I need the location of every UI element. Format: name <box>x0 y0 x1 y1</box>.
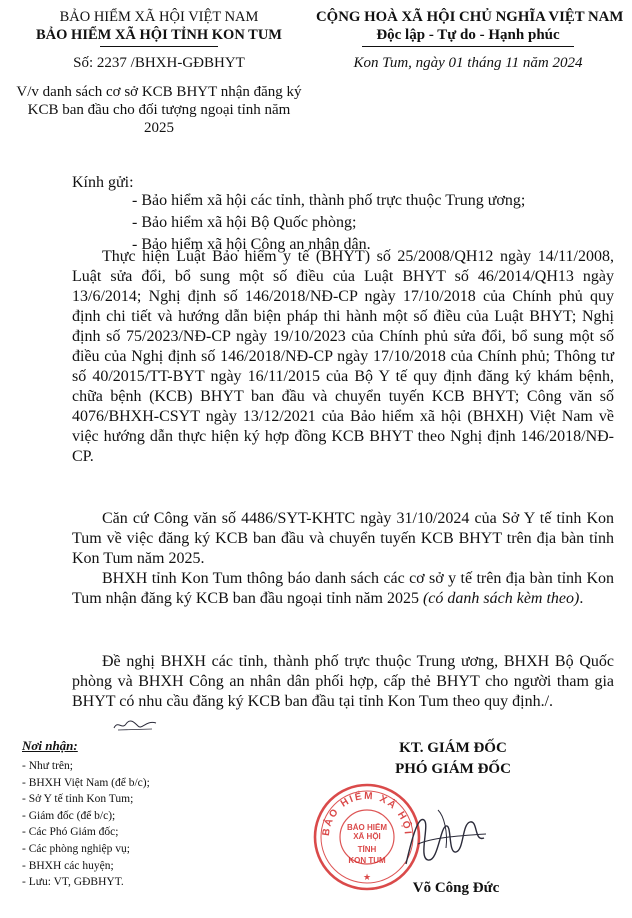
paragraph-text: Đề nghị BHXH các tỉnh, thành phố trực thuộc Trung ương, BHXH Bộ Quốc phòng và BHXH Công an nhân dân phối hợp, cấp thẻ BHYT cho người tham gia BHYT có nhu cầu đăng ký KCB ban đầu tại tỉnh Kon Tum theo quy định./. <box>72 653 614 710</box>
paragraph-text: BHXH tỉnh Kon Tum thông báo danh sách các cơ sở y tế trên địa bàn tỉnh Kon Tum nhận đăng ký KCB ban đầu ngoại tỉnh năm 2025 <box>72 570 614 607</box>
place-date: Kon Tum, ngày 01 tháng 11 năm 2024 <box>353 55 583 71</box>
recipient-item: - Bảo hiểm xã hội các tỉnh, thành phố trực thuộc Trung ương; <box>132 192 526 209</box>
signer-title: PHÓ GIÁM ĐỐC <box>395 761 511 777</box>
agency-sub-name: BẢO HIỂM XÃ HỘI TỈNH KON TUM <box>36 27 282 43</box>
header-nation <box>316 8 624 73</box>
receiver-item: - BHXH Việt Nam (để b/c); <box>22 776 150 789</box>
signer-name: Võ Công Đức <box>412 880 500 896</box>
header-issuer <box>14 8 304 137</box>
paragraph-reference <box>72 509 614 569</box>
paragraph-text: Căn cứ Công văn số 4486/SYT-KHTC ngày 31/10/2024 của Sở Y tế tỉnh Kon Tum về việc đăng ký KCB ban đầu và chuyển tuyến KCB BHYT trên địa bàn tỉnh Kon Tum năm 2025. <box>72 510 614 567</box>
paragraph-text: Thực hiện Luật Bảo hiểm y tế (BHYT) số 25/2008/QH12 ngày 14/11/2008, Luật sửa đổi, bổ sung một số điều của Luật BHYT số 46/2014/QH13 ngày 13/6/2014; Nghị định số 146/2018/NĐ-CP ngày 17/10/2018 của Chính phủ quy định chi tiết và hướng dẫn biện pháp thi hành một số điều của Luật BHYT; Nghị định số 75/2023/NĐ-CP ngày 19/10/2023 của Chính phủ sửa đổi, bổ sung một số điều của Nghị định số 146/2018/NĐ-CP ngày 17/10/2018 của Chính phủ; Thông tư số 40/2015/TT-BYT ngày 16/11/2015 của Bộ Y tế quy định đăng ký khám bệnh, chữa bệnh (KCB) BHYT ban đầu và chuyển tuyến KCB BHYT; Công văn số 4076/BHXH-CSYT ngày 13/12/2021 của Bảo hiểm xã hội (BHXH) Việt Nam về việc hướng dẫn thực hiện ký hợp đồng KCB BHYT theo Nghị định 146/2018/NĐ-CP. <box>72 248 614 465</box>
receiver-item: - Các phòng nghiệp vụ; <box>22 842 130 855</box>
nation-title: CỘNG HOÀ XÃ HỘI CHỦ NGHĨA VIỆT NAM <box>316 9 624 25</box>
paragraph-end: . <box>579 590 584 607</box>
seal-center-line: KON TUM <box>348 856 386 865</box>
receiver-item: - Như trên; <box>22 760 73 772</box>
seal-ring-text: BẢO HIỂM XÃ HỘI <box>320 790 414 837</box>
signature-block <box>330 738 576 780</box>
svg-text:★: ★ <box>362 872 372 882</box>
receiver-item: - Các Phó Giám đốc; <box>22 826 119 839</box>
handwritten-signature <box>388 798 498 878</box>
receiver-item: - Lưu: VT, GĐBHYT. <box>22 876 124 889</box>
header-rule-left <box>100 46 218 47</box>
document-subject: V/v danh sách cơ sở KCB BHYT nhận đăng ký KCB ban đầu cho đối tượng ngoại tỉnh năm 2025 <box>16 84 302 136</box>
recipient-item: - Bảo hiểm xã hội Bộ Quốc phòng; <box>132 214 357 231</box>
receivers-title: Nơi nhận: <box>22 738 78 753</box>
receiver-item: - Giám đốc (để b/c); <box>22 809 116 822</box>
paragraph-request <box>72 652 614 712</box>
attachment-note: (có danh sách kèm theo) <box>422 590 580 607</box>
receiver-item: - BHXH các huyện; <box>22 859 114 872</box>
header-rule-right <box>362 46 574 47</box>
receivers-title-text: Nơi nhận <box>22 738 74 753</box>
seal-center-line: BẢO HIỂM <box>347 823 387 832</box>
recipient-item: - Bảo hiểm xã hội Công an nhân dân. <box>132 236 371 253</box>
paragraph-notice <box>72 569 614 609</box>
agency-name: BẢO HIỂM XÃ HỘI VIỆT NAM <box>59 9 259 25</box>
seal-center-line: XÃ HỘI <box>353 832 381 841</box>
seal-center-line: TỈNH <box>357 845 377 854</box>
signing-authority: KT. GIÁM ĐỐC <box>399 740 507 756</box>
receivers-list <box>22 758 150 891</box>
national-motto: Độc lập - Tự do - Hạnh phúc <box>376 27 560 43</box>
initials-mark <box>112 714 158 734</box>
receiver-item: - Sở Y tế tỉnh Kon Tum; <box>22 793 134 806</box>
greeting: Kính gửi: <box>72 174 134 191</box>
document-number: Số: 2237 /BHXH-GĐBHYT <box>73 55 245 71</box>
paragraph-legal-basis <box>72 247 614 467</box>
